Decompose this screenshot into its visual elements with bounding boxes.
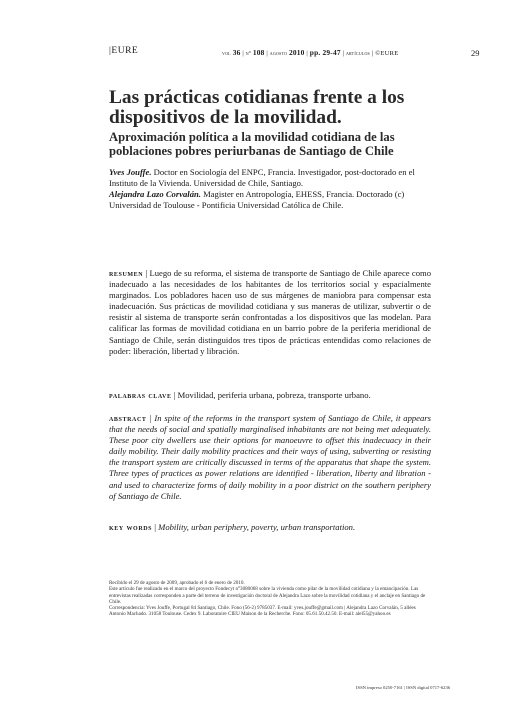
issue-year: 2010 [288, 48, 305, 57]
abstract-label: abstract [109, 414, 147, 423]
footnote-correspondence: Correspondencia: Yves Jouffe, Portugal 84 Santiago, Chile. Fono (56-2) 9785037. E-mail: yves.jouffe@gmail.com | Alejandra Lazo Corvalán, 5 allées Antonio Machado. 31058 Toulouse. Cedex 9. Laboratoire CIEU Maison de la Recherche. Fono: 05.61.50.42.50. E-mail: alel55@yahoo.es [109, 605, 416, 618]
volume: 36 [232, 48, 241, 57]
authors [109, 167, 431, 211]
key-words-label: key words [109, 523, 153, 532]
issn-line: ISSN impreso 0250-7161 | ISSN digital 0717-6236 [356, 685, 451, 690]
issue-month: agosto [269, 50, 288, 57]
vol-label: vol [222, 50, 231, 57]
issue-meta: vol 36 | nº 108 | agosto 2010 | pp. 29-47 | artículos | ©EURE [222, 48, 399, 57]
section-name: artículos [345, 50, 370, 57]
page-number: 29 [471, 48, 480, 58]
author-2-bio: Magister en Antropología, EHESS, Francia. Doctorado (c) Universidad de Toulouse - Pontificia Universidad Católica de Chile. [109, 189, 405, 210]
footnote-project: Este artículo fue realizado en el marco del proyecto Fondecyt n°3080068 sobre la vivienda como pilar de la movilidad cotidiana y la emancipación. Las entrevistas realizadas corresponden a parte del terreno de investigación doctoral de Alejandra Lazo sobre la movilidad cotidiana y el anclaje en Santiago de Chile. [109, 586, 426, 605]
author-2-name: Alejandra Lazo Corvalán. [109, 189, 201, 199]
palabras-clave-text: Movilidad, periferia urbana, pobreza, transporte urbano. [177, 390, 371, 400]
issue-label: nº [245, 50, 251, 57]
footnote [109, 580, 431, 618]
author-1-name: Yves Jouffe. [109, 167, 152, 177]
article-subtitle: Aproximación política a la movilidad cotidiana de las poblaciones pobres periurbanas de Santiago de Chile [109, 130, 395, 158]
page-range: pp. 29-47 [309, 48, 341, 57]
key-words-text: Mobility, urban periphery, poverty, urban transportation. [158, 522, 356, 532]
key-words-block: key words | Mobility, urban periphery, poverty, urban transportation. [109, 522, 356, 532]
article-title: Las prácticas cotidianas frente a los dispositivos de la movilidad. [109, 87, 405, 128]
journal-brand: |EURE [109, 46, 139, 56]
copyright: ©EURE [375, 50, 399, 57]
abstract-text: In spite of the reforms in the transport system of Santiago de Chile, it appears that the needs of social and spatially marginalised inhabitants are not being met adequately. These poor city dwellers use their options for manoeuvre to offset this inadecuacy in their daily mobility. Their daily mobility practices and their ways of using, subverting or resisting the transport system are critically discussed in terms of the apparatus that shape the system. Three types of practices as power relations are identified - liberation, liberty and libration - and used to characterize forms of daily mobility in a poor district on the southern periphery of Santiago de Chile. [109, 413, 431, 501]
palabras-clave-block: palabras clave | Movilidad, periferia urbana, pobreza, transporte urbano. [109, 390, 371, 400]
issue-number: 108 [252, 48, 265, 57]
abstract-block: abstract | In spite of the reforms in the transport system of Santiago de Chile, it appears that the needs of social and spatially marginalised inhabitants are not being met adequately. These poor city dwellers use their options for manoeuvre to offset this inadecuacy in their daily mobility. Their daily mobility practices and their ways of using, subverting or resisting the transport system are critically discussed in terms of the apparatus that shape the system. Three types of practices as power relations are identified - liberation, liberty and libration - and used to characterize forms of daily mobility in a poor district on the southern periphery of Santiago de Chile. [109, 413, 431, 501]
footnote-received: Recibido el 29 de agosto de 2009, aprobado el 6 de enero de 2010. [109, 580, 245, 586]
resumen-block: resumen | Luego de su reforma, el sistema de transporte de Santiago de Chile aparece como inadecuado a las necesidades de los habitantes de los territorios social y espacialmente marginados. Los pobladores hacen uso de sus márgenes de maniobra para compensar esta inadecuación. Sus prácticas de movilidad cotidiana y sus maneras de utilizar, subvertir o de resistir al sistema de transporte serán confrontadas a los dispositivos que las modelan. Para calificar las formas de movilidad cotidiana en un barrio pobre de la periferia meridional de Santiago de Chile, serán distinguidos tres tipos de prácticas entendidas como relaciones de poder: liberación, libertad y libración. [109, 268, 431, 356]
resumen-label: resumen [109, 269, 144, 278]
journal-name: EURE [111, 46, 139, 56]
palabras-clave-label: palabras clave [109, 391, 172, 400]
resumen-text: Luego de su reforma, el sistema de transporte de Santiago de Chile aparece como inadecuado a las necesidades de los habitantes de los territorios social y espacialmente marginados. Los pobladores hacen uso de sus márgenes de maniobra para compensar esta inadecuación. Sus prácticas de movilidad cotidiana y sus maneras de utilizar, subvertir o de resistir al sistema de transporte serán confrontadas a los dispositivos que las modelan. Para calificar las formas de movilidad cotidiana en un barrio pobre de la periferia meridional de Santiago de Chile, serán distinguidos tres tipos de prácticas entendidas como relaciones de poder: liberación, libertad y libración. [109, 268, 431, 356]
author-1-bio: Doctor en Sociología del ENPC, Francia. Investigador, post-doctorado en el Instituto de la Vivienda. Universidad de Chile, Santiago. [109, 167, 415, 188]
